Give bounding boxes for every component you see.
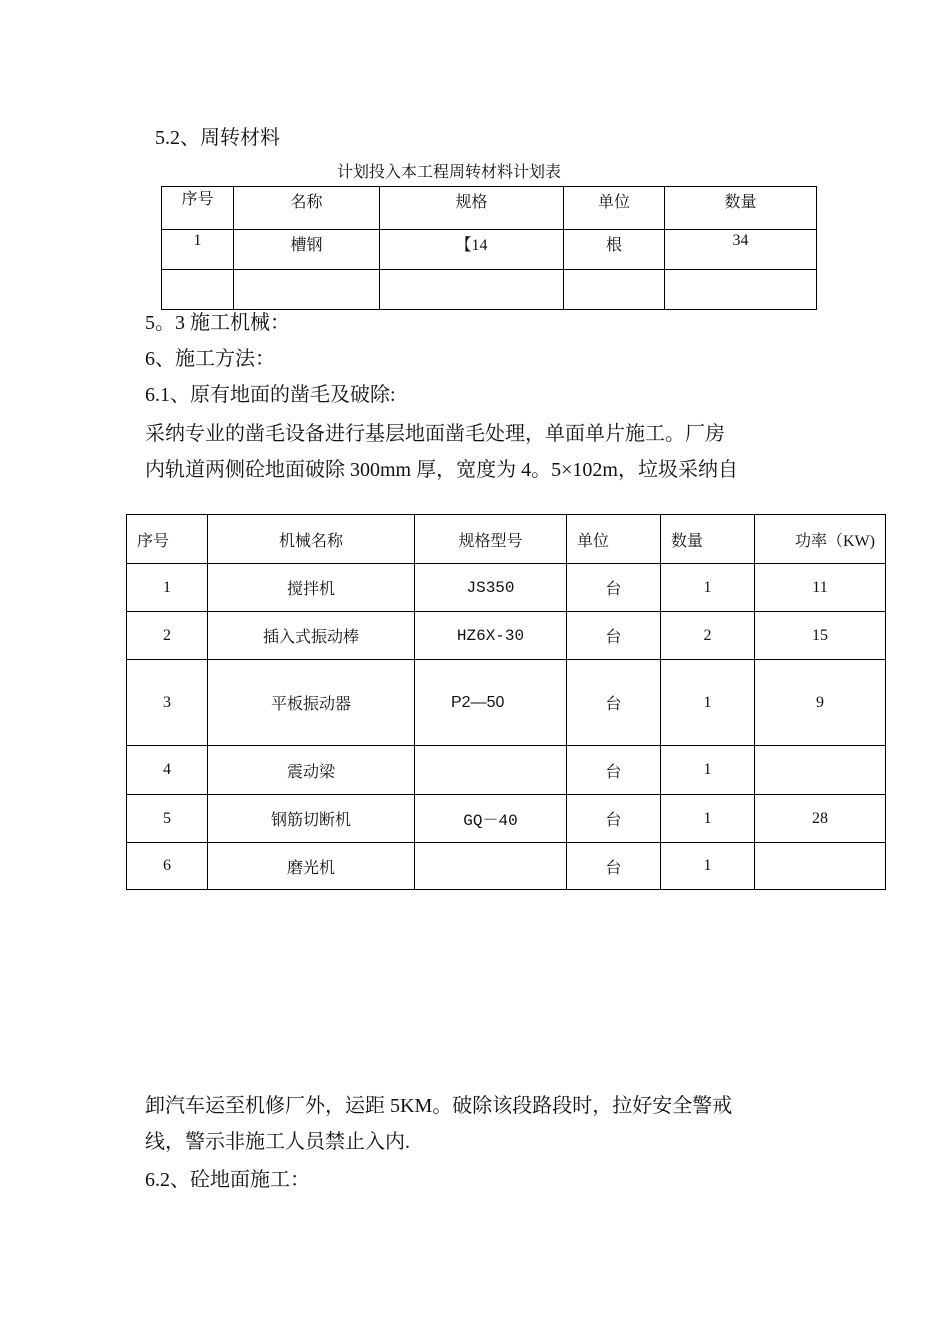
construction-machinery-table xyxy=(126,514,886,890)
table1-header-name: 名称 xyxy=(234,187,380,230)
table2-cell-name: 磨光机 xyxy=(208,843,415,890)
table1-cell-unit: 根 xyxy=(564,230,665,270)
table2-cell-model: JS350 xyxy=(415,564,567,612)
table1-header-spec: 规格 xyxy=(380,187,564,230)
table2-header-row xyxy=(127,515,886,564)
table2-cell-seq: 1 xyxy=(127,564,208,612)
table1-header-row xyxy=(162,187,817,230)
table2-cell-model: P2—50 xyxy=(415,660,567,746)
table2-cell-name: 平板振动器 xyxy=(208,660,415,746)
table2-cell-seq: 4 xyxy=(127,746,208,795)
table-row xyxy=(162,230,817,270)
table2-header-qty: 数量 xyxy=(661,515,755,564)
table1-caption: 计划投入本工程周转材料计划表 xyxy=(337,164,562,181)
table2-cell-power: 11 xyxy=(755,564,886,612)
table1-cell-empty xyxy=(234,270,380,310)
table2-cell-qty: 2 xyxy=(661,612,755,660)
table2-cell-qty: 1 xyxy=(661,843,755,890)
table2-cell-unit: 台 xyxy=(567,843,661,890)
table1-cell-empty xyxy=(665,270,817,310)
table-row xyxy=(127,795,886,843)
table1-cell-spec: 【14 xyxy=(380,230,564,270)
table1-header-seq: 序号 xyxy=(162,187,234,230)
table2-cell-unit: 台 xyxy=(567,612,661,660)
table2-header-power: 功率（KW) xyxy=(755,515,886,564)
table2-cell-seq: 3 xyxy=(127,660,208,746)
table2-cell-power: 15 xyxy=(755,612,886,660)
table2-cell-power xyxy=(755,746,886,795)
table2-header-name: 机械名称 xyxy=(208,515,415,564)
table1-header-unit: 单位 xyxy=(564,187,665,230)
paragraph-line: 卸汽车运至机修厂外，运距 5KM。破除该段路段时，拉好安全警戒 xyxy=(145,1095,733,1117)
table2-cell-qty: 1 xyxy=(661,746,755,795)
table2-cell-qty: 1 xyxy=(661,564,755,612)
table2-cell-name: 震动梁 xyxy=(208,746,415,795)
table1-cell-empty xyxy=(564,270,665,310)
table2-cell-model xyxy=(415,843,567,890)
table2-header-model: 规格型号 xyxy=(415,515,567,564)
table2-header-seq: 序号 xyxy=(127,515,208,564)
table2-cell-unit: 台 xyxy=(567,746,661,795)
table1-cell-seq: 1 xyxy=(162,230,234,270)
table2-cell-name: 搅拌机 xyxy=(208,564,415,612)
table2-cell-qty: 1 xyxy=(661,795,755,843)
table2-cell-power: 28 xyxy=(755,795,886,843)
table2-cell-name: 钢筋切断机 xyxy=(208,795,415,843)
table-row xyxy=(127,843,886,890)
section-6-1-heading: 6.1、原有地面的凿毛及破除: xyxy=(145,384,396,406)
table-row xyxy=(127,746,886,795)
table-row xyxy=(127,660,886,746)
table1-cell-empty xyxy=(380,270,564,310)
table2-header-unit: 单位 xyxy=(567,515,661,564)
table2-cell-seq: 5 xyxy=(127,795,208,843)
table2-cell-model: GQ－40 xyxy=(415,795,567,843)
table-row xyxy=(127,612,886,660)
table1-cell-qty: 34 xyxy=(665,230,817,270)
paragraph-line: 内轨道两侧砼地面破除 300mm 厚，宽度为 4。5×102m，垃圾采纳自 xyxy=(145,459,738,481)
table2-cell-model: HZ6X-30 xyxy=(415,612,567,660)
table2-cell-model xyxy=(415,746,567,795)
table-row xyxy=(162,270,817,310)
paragraph-line: 线，警示非施工人员禁止入内. xyxy=(145,1131,410,1153)
table1-header-qty: 数量 xyxy=(665,187,817,230)
section-6-2-heading: 6.2、砼地面施工： xyxy=(145,1169,310,1191)
table2-cell-seq: 6 xyxy=(127,843,208,890)
section-5-3-heading: 5。3 施工机械： xyxy=(145,312,290,334)
table2-cell-unit: 台 xyxy=(567,564,661,612)
section-5-2-heading: 5.2、周转材料 xyxy=(155,127,280,149)
section-6-heading: 6、施工方法： xyxy=(145,348,275,370)
table2-cell-power xyxy=(755,843,886,890)
table2-cell-power: 9 xyxy=(755,660,886,746)
paragraph-line: 采纳专业的凿毛设备进行基层地面凿毛处理，单面单片施工。厂房 xyxy=(145,423,725,445)
table2-cell-unit: 台 xyxy=(567,795,661,843)
table1-cell-empty xyxy=(162,270,234,310)
table-row xyxy=(127,564,886,612)
table2-cell-seq: 2 xyxy=(127,612,208,660)
table2-cell-qty: 1 xyxy=(661,660,755,746)
table1-cell-name: 槽钢 xyxy=(234,230,380,270)
table2-cell-unit: 台 xyxy=(567,660,661,746)
turnover-materials-table xyxy=(161,186,817,310)
table2-cell-name: 插入式振动棒 xyxy=(208,612,415,660)
